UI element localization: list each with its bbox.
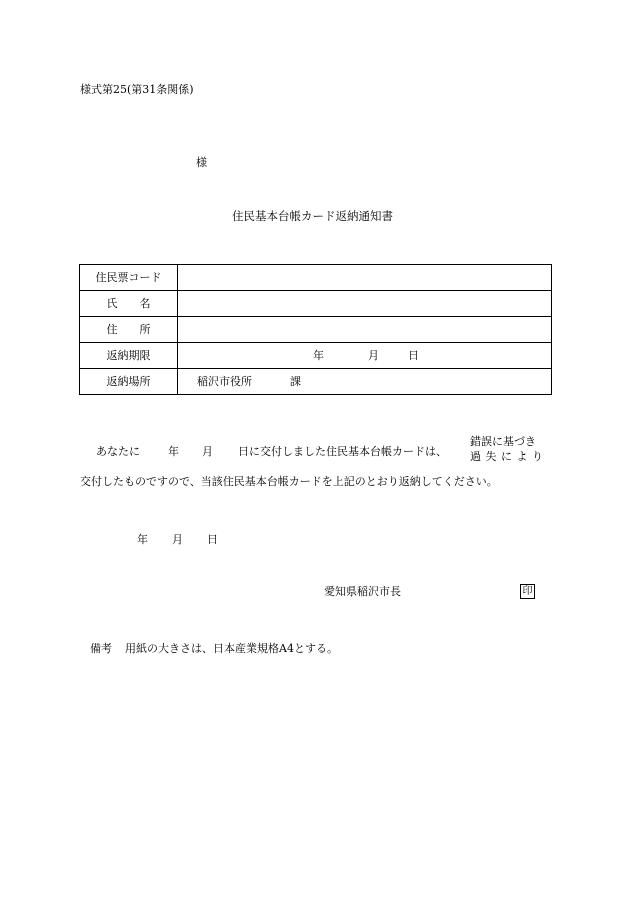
- resident-code-label: 住民票コード: [80, 265, 178, 291]
- form-number: 様式第25(第31条関係): [80, 83, 194, 96]
- notice-paragraph-line2: 交付したものですので、当該住民基本台帳カードを上記のとおり返納してください。: [80, 475, 498, 488]
- paragraph-month: 月: [202, 445, 213, 458]
- return-place-label: 返納場所: [80, 369, 178, 395]
- deadline-year: 年: [313, 349, 324, 362]
- paragraph-lead: あなたに: [96, 445, 140, 458]
- return-deadline-label: 返納期限: [80, 343, 178, 369]
- address-label: 住 所: [80, 317, 178, 343]
- paragraph-choice-error: 錯誤に基づき: [470, 435, 536, 448]
- issue-day: 日: [207, 533, 218, 546]
- return-place-value: [178, 369, 552, 395]
- table-row-name: [80, 291, 552, 317]
- remarks-text: 用紙の大きさは、日本産業規格A4とする。: [125, 642, 338, 655]
- table-row-return-place: [80, 369, 552, 395]
- table-row-return-deadline: [80, 343, 552, 369]
- remarks-label: 備考: [90, 642, 112, 655]
- name-label: 氏 名: [80, 291, 178, 317]
- issue-month: 月: [172, 533, 183, 546]
- table-row-resident-code: [80, 265, 552, 291]
- deadline-day: 日: [408, 349, 419, 362]
- paragraph-choice-negligence: 過失により: [470, 450, 548, 463]
- table-row-address: [80, 317, 552, 343]
- seal-mark: 印: [520, 584, 535, 599]
- issuer-name: 愛知県稲沢市長: [324, 585, 401, 598]
- issue-year: 年: [137, 533, 148, 546]
- name-value: [178, 291, 552, 317]
- paragraph-year: 年: [168, 445, 179, 458]
- deadline-month: 月: [368, 349, 379, 362]
- address-value: [178, 317, 552, 343]
- document-title: 住民基本台帳カード返納通知書: [232, 209, 393, 223]
- info-table: [79, 264, 552, 395]
- return-deadline-value: [178, 343, 552, 369]
- resident-code-value: [178, 265, 552, 291]
- return-place-office: 稲沢市役所: [197, 375, 252, 388]
- paragraph-day-clause: 日に交付しました住民基本台帳カードは、: [238, 445, 447, 458]
- return-place-section: 課: [290, 375, 301, 388]
- addressee-suffix: 様: [196, 156, 207, 169]
